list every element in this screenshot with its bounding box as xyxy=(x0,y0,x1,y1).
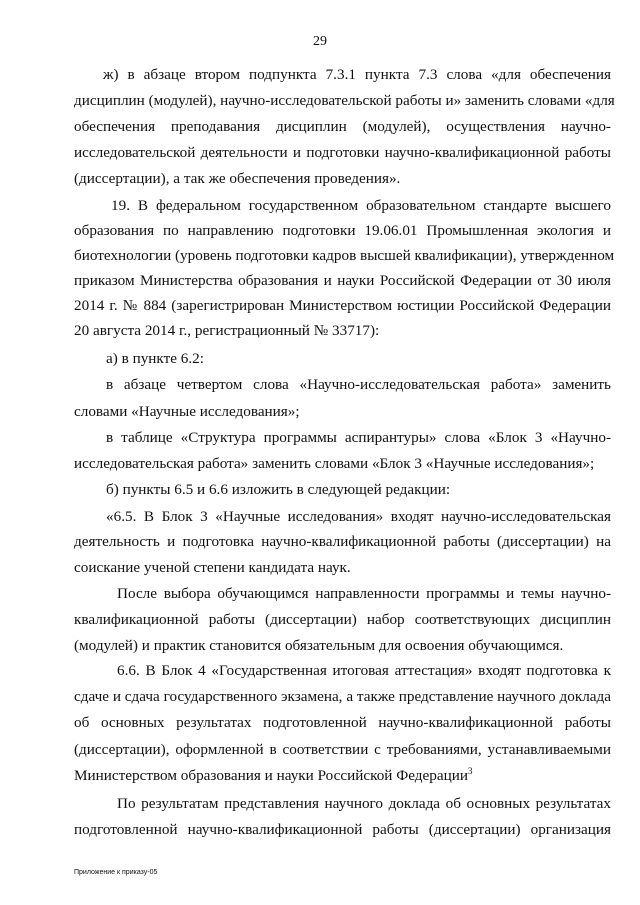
text-line: ж) в абзаце втором подпункта 7.3.1 пункта 7.3 слова «для обеспечения xyxy=(103,66,611,83)
text-line-content: Министерством образования и науки Российской Федерации xyxy=(74,767,468,784)
text-line: исследовательская работа» заменить словами «Блок 3 «Научные исследования»; xyxy=(74,455,595,472)
text-line: образования по направлению подготовки 19.06.01 Промышленная экология и xyxy=(74,222,611,239)
text-line: деятельность и подготовка научно-квалификационной работы (диссертации) на xyxy=(74,533,611,550)
text-line: б) пункты 6.5 и 6.6 изложить в следующей редакции: xyxy=(106,481,451,498)
text-line xyxy=(74,767,472,785)
footnote-mark: 3 xyxy=(467,765,473,776)
text-line: в абзаце четвертом слова «Научно-исследовательская работа» заменить xyxy=(106,376,611,393)
text-line: «6.5. В Блок 3 «Научные исследования» входят научно-исследовательская xyxy=(106,508,611,525)
text-line: (модулей) и практик становится обязательным для освоения обучающимся. xyxy=(74,637,564,654)
text-line: исследовательской деятельности и подготовки научно-квалификационной работы xyxy=(74,144,611,161)
text-line: обеспечения преподавания дисциплин (модулей), осуществления научно- xyxy=(74,118,611,135)
text-line: (диссертации), а так же обеспечения проведения». xyxy=(74,170,401,187)
page-footer: Приложение к приказу-05 xyxy=(74,869,158,876)
text-line: 6.6. В Блок 4 «Государственная итоговая аттестация» входят подготовка к xyxy=(117,662,611,679)
text-line: в таблице «Структура программы аспирантуры» слова «Блок 3 «Научно- xyxy=(106,429,611,446)
text-line: приказом Министерства образования и науки Российской Федерации от 30 июля xyxy=(74,272,611,289)
text-line: соискание ученой степени кандидата наук. xyxy=(74,559,351,576)
text-line: 20 августа 2014 г., регистрационный № 33717): xyxy=(74,322,380,339)
text-line: сдаче и сдача государственного экзамена, а также представление научного доклада xyxy=(74,688,611,705)
text-line: биотехнологии (уровень подготовки кадров высшей квалификации), утвержденном xyxy=(74,247,615,264)
text-line: После выбора обучающимся направленности программы и темы научно- xyxy=(117,585,611,602)
text-line: 2014 г. № 884 (зарегистрирован Министерством юстиции Российской Федерации xyxy=(74,297,611,314)
text-line: квалификационной работы (диссертации) набор соответствующих дисциплин xyxy=(74,611,611,628)
text-line: 19. В федеральном государственном образовательном стандарте высшего xyxy=(111,197,611,214)
text-line: об основных результатах подготовленной научно-квалификационной работы xyxy=(74,714,611,731)
text-line: а) в пункте 6.2: xyxy=(106,350,204,367)
text-line: дисциплин (модулей), научно-исследовательской работы и» заменить словами «для xyxy=(74,92,615,109)
page-number: 29 xyxy=(313,34,327,49)
text-line: подготовленной научно-квалификационной работы (диссертации) организация xyxy=(74,821,611,838)
text-line: По результатам представления научного доклада об основных результатах xyxy=(117,795,611,812)
text-line: словами «Научные исследования»; xyxy=(74,403,300,420)
text-line: (диссертации), оформленной в соответствии с требованиями, устанавливаемыми xyxy=(74,741,611,758)
